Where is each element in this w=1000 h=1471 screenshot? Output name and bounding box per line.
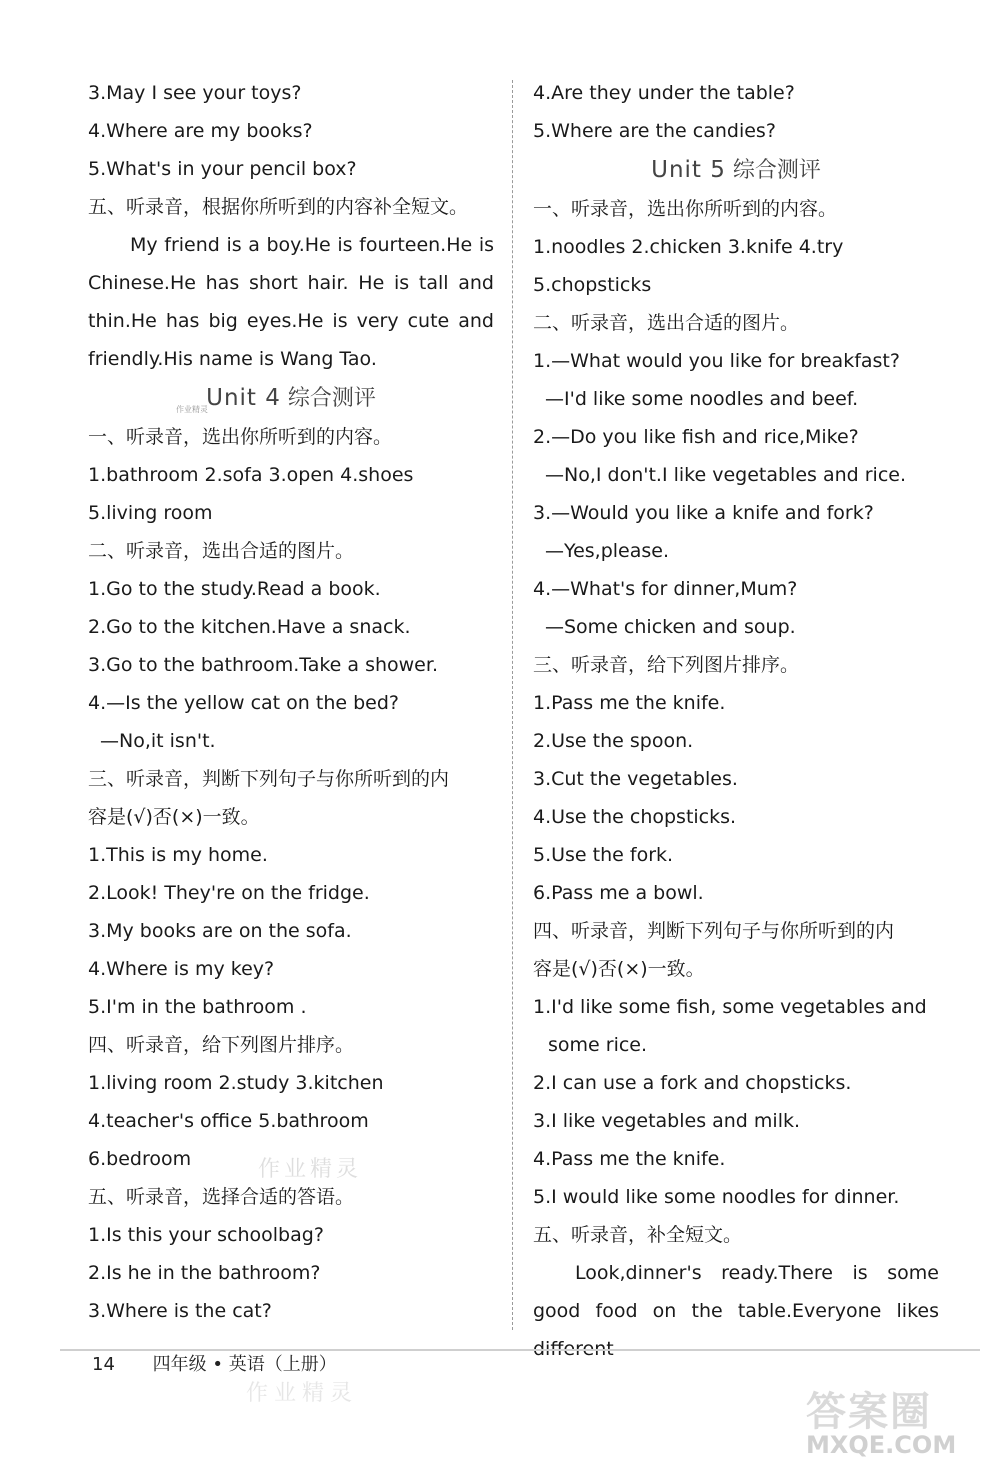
answer-line: 2.Go to the kitchen.Have a snack. <box>88 616 411 638</box>
page-number: 14 <box>92 1354 115 1375</box>
answer-line: 5.I would like some noodles for dinner. <box>533 1186 900 1208</box>
unit-5-title <box>533 150 939 190</box>
left-column <box>88 74 494 1330</box>
watermark-middle: 作业精灵 <box>258 1157 363 1182</box>
answer-line: 1.Is this your schoolbag? <box>88 1224 324 1246</box>
answer-line: 4.—What's for dinner,Mum? <box>533 578 798 600</box>
section-heading-cont: 容是(√)否(×)一致。 <box>533 958 705 980</box>
answer-line: 5.Use the fork. <box>533 844 674 866</box>
watermark-left: 作业精灵 <box>246 1381 359 1406</box>
section-heading: 三、听录音，判断下列句子与你所听到的内 <box>88 768 450 790</box>
section-heading: 五、听录音，补全短文。 <box>533 1224 743 1246</box>
answer-line: 3.—Would you like a knife and fork? <box>533 502 874 524</box>
answer-line: —I'd like some noodles and beef. <box>545 388 859 410</box>
answer-line: 1.bathroom 2.sofa 3.open 4.shoes <box>88 464 414 486</box>
answer-line: 4.—Is the yellow cat on the bed? <box>88 692 399 714</box>
answer-line: 1.noodles 2.chicken 3.knife 4.try <box>533 236 844 258</box>
answer-line: 1.Pass me the knife. <box>533 692 726 714</box>
answer-line: 6.bedroom <box>88 1148 192 1170</box>
question-line: 5.What's in your pencil box? <box>88 158 357 180</box>
answer-line: 1.living room 2.study 3.kitchen <box>88 1072 384 1094</box>
unit-title-text: 综合测评 <box>287 386 376 411</box>
watermark-logo <box>806 1380 986 1460</box>
answer-line: 3.Go to the bathroom.Take a shower. <box>88 654 438 676</box>
answer-line: 2.Is he in the bathroom? <box>88 1262 321 1284</box>
fill-in-paragraph: My friend is a boy.He is fourteen.He is Chinese.He has short hair. He is tall and thin.He has big eyes.He is very cute and friendly.His name is Wang Tao. <box>88 234 494 370</box>
section-heading: 一、听录音，选出你所听到的内容。 <box>88 426 393 448</box>
answer-line: 5.I'm in the bathroom . <box>88 996 307 1018</box>
question-line: 4.Are they under the table? <box>533 82 795 104</box>
section-heading: 二、听录音，选出合适的图片。 <box>88 540 355 562</box>
footer-dot: • <box>212 1354 223 1375</box>
answer-line: —Some chicken and soup. <box>545 616 796 638</box>
unit-4-title <box>88 378 494 418</box>
answer-line: 1.This is my home. <box>88 844 268 866</box>
footer-grade: 四年级 <box>152 1354 207 1375</box>
answer-line: 3.Where is the cat? <box>88 1300 272 1322</box>
section-heading: 五、听录音，选择合适的答语。 <box>88 1186 355 1208</box>
answer-line: 1.—What would you like for breakfast? <box>533 350 900 372</box>
answer-line: 4.Pass me the knife. <box>533 1148 726 1170</box>
answer-line: 5.chopsticks <box>533 274 652 296</box>
answer-line: 6.Pass me a bowl. <box>533 882 704 904</box>
question-line: 5.Where are the candies? <box>533 120 776 142</box>
answer-line: 4.Use the chopsticks. <box>533 806 737 828</box>
answer-line: 3.My books are on the sofa. <box>88 920 352 942</box>
right-column <box>533 74 939 1368</box>
answer-line: 4.Where is my key? <box>88 958 275 980</box>
footer-subject: 英语（上册） <box>228 1354 337 1375</box>
answer-line: 4.teacher's office 5.bathroom <box>88 1110 369 1132</box>
answer-line: 3.I like vegetables and milk. <box>533 1110 801 1132</box>
question-line: 3.May I see your toys? <box>88 82 302 104</box>
section-heading: 一、听录音，选出你所听到的内容。 <box>533 198 838 220</box>
section-heading: 五、听录音，根据你所听到的内容补全短文。 <box>88 196 469 218</box>
section-heading: 二、听录音，选出合适的图片。 <box>533 312 800 334</box>
watermark-url: MXQE.COM <box>806 1431 957 1459</box>
fill-in-paragraph: Look,dinner's ready.There is some good food on the table.Everyone likes different <box>533 1262 939 1360</box>
section-heading: 三、听录音，给下列图片排序。 <box>533 654 800 676</box>
question-line: 4.Where are my books? <box>88 120 313 142</box>
answer-line: 2.—Do you like fish and rice,Mike? <box>533 426 859 448</box>
answer-line: 3.Cut the vegetables. <box>533 768 738 790</box>
answer-line: 5.living room <box>88 502 213 524</box>
column-divider <box>512 80 513 1330</box>
stamp-text: 作业精灵 <box>176 405 208 414</box>
answer-line: 1.I'd like some fish, some vegetables and <box>533 996 927 1018</box>
section-heading: 四、听录音，判断下列句子与你所听到的内 <box>533 920 895 942</box>
answer-line: —No,I don't.I like vegetables and rice. <box>545 464 907 486</box>
unit-number: Unit 5 <box>651 157 726 183</box>
unit-title-text: 综合测评 <box>732 158 821 183</box>
section-heading: 四、听录音，给下列图片排序。 <box>88 1034 355 1056</box>
answer-line: —Yes,please. <box>545 540 670 562</box>
answer-line: 2.I can use a fork and chopsticks. <box>533 1072 852 1094</box>
answer-line: 2.Use the spoon. <box>533 730 694 752</box>
answer-line: —No,it isn't. <box>100 730 216 752</box>
answer-line: 1.Go to the study.Read a book. <box>88 578 381 600</box>
answer-line: some rice. <box>548 1034 648 1056</box>
unit-number: Unit 4 <box>206 385 281 411</box>
section-heading-cont: 容是(√)否(×)一致。 <box>88 806 260 828</box>
watermark-logo-text: 答案圈 <box>806 1389 932 1435</box>
answer-line: 2.Look! They're on the fridge. <box>88 882 370 904</box>
